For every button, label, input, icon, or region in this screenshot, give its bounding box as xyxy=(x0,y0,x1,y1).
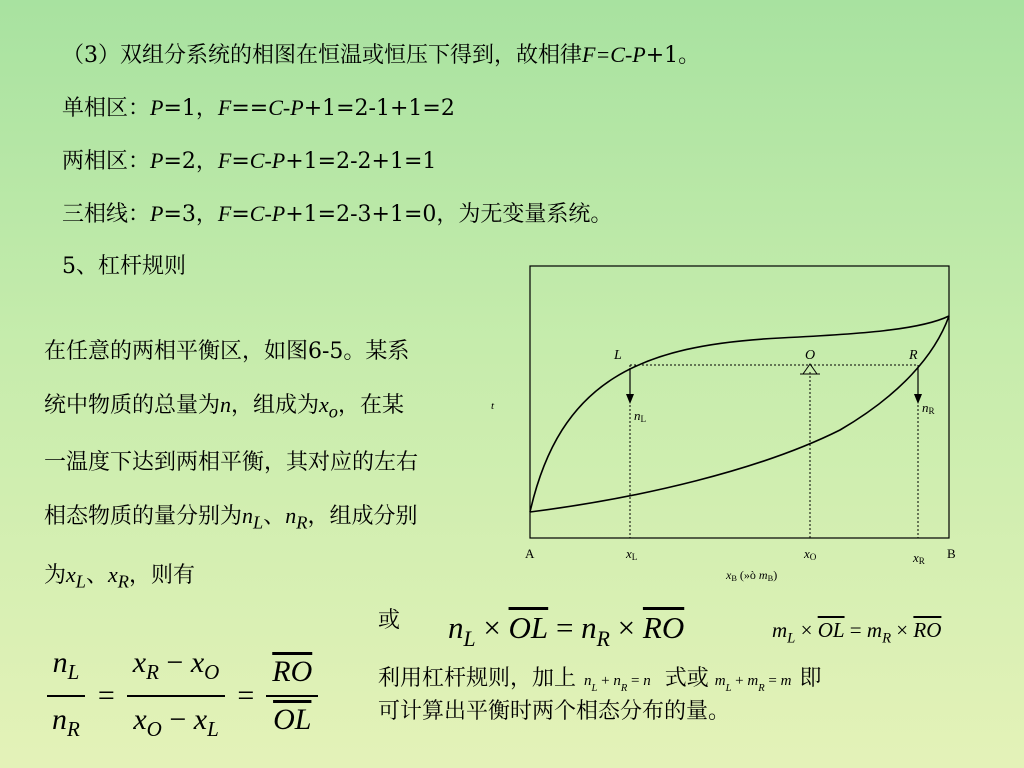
tick-xL-sub: L xyxy=(631,552,638,562)
note-text-c: 即 xyxy=(799,666,822,691)
para-text-5: ，则有 xyxy=(128,562,195,588)
ratio-n-den xyxy=(46,697,86,746)
nR-label-sub: R xyxy=(928,406,935,416)
note-mplus: + xyxy=(731,673,748,689)
line4-label: 三相线： xyxy=(62,202,151,227)
note-eq: = xyxy=(627,673,644,689)
line2-label: 单相区： xyxy=(62,96,151,121)
ratio-nL-sub: L xyxy=(67,659,80,684)
x-axis-label xyxy=(726,568,777,583)
eq-nR-sub: R xyxy=(596,627,610,651)
lever-equation-mass xyxy=(772,616,941,653)
line4-eq1: =3， xyxy=(163,202,218,227)
ratio-seg-den xyxy=(267,697,317,737)
nL-label-sub: L xyxy=(640,414,647,424)
para-x: x xyxy=(319,391,329,417)
ratio-xR-sub: R xyxy=(146,659,159,684)
eqm-mR-sub: R xyxy=(882,630,892,647)
note-text-a: 利用杠杆规则，加上 xyxy=(378,666,577,691)
ratio-xO: x xyxy=(190,646,205,679)
line3-P: P xyxy=(150,148,164,173)
eqm-mL-sub: L xyxy=(787,630,796,647)
eq-OL: $\overline{OL}$ xyxy=(508,610,549,645)
line4-F: F xyxy=(217,201,232,226)
x-axis-xB-sub: B xyxy=(731,573,737,583)
para-xR-sub: R xyxy=(117,571,129,592)
line4-eq2: = xyxy=(231,202,250,227)
ratio-xL-sub: L xyxy=(207,716,219,741)
tick-xL xyxy=(626,546,637,562)
eqm-RO: $\overline{RO}$ xyxy=(913,618,942,642)
x-axis-left-A: A xyxy=(525,546,535,561)
x-axis-mB: m xyxy=(758,568,768,582)
ratio-xO2-sub: O xyxy=(146,716,162,741)
tick-xL-main: x xyxy=(626,546,632,561)
nL-label xyxy=(634,408,646,424)
lower-phase-curve xyxy=(530,316,949,512)
line4-rest: +1=2-3+1=0，为无变量系统。 xyxy=(285,202,613,227)
ratio-nR-sub: R xyxy=(67,716,80,741)
note-mR: m xyxy=(747,673,759,689)
para-text-4: ，组成分别为 xyxy=(44,503,418,588)
eqm-OL: $\overline{OL}$ xyxy=(817,618,845,642)
note-text-b: 式或 xyxy=(664,666,709,691)
para-nL-sub: L xyxy=(253,512,264,533)
x-axis-mB-sub: B xyxy=(767,573,774,583)
note-mR-sub: R xyxy=(758,683,765,694)
ratio-xL: x xyxy=(193,702,208,736)
para-xL: x xyxy=(66,561,76,587)
note-sum-n xyxy=(576,673,665,694)
x-axis-right-B: B xyxy=(947,546,956,561)
line3-eq2: = xyxy=(231,149,250,174)
point-O-label: O xyxy=(805,348,816,363)
note-line-2: 可计算出平衡时两个相态分布的量。 xyxy=(378,699,731,724)
note-nL-sub: L xyxy=(591,683,598,694)
para-text-1: 在任意的两相平衡区，如图6-5。某系统中物质的总量为 xyxy=(44,339,410,418)
point-R-label: R xyxy=(909,348,918,363)
note-m: m xyxy=(780,673,792,689)
section-title-lever-rule: 5、杠杆规则 xyxy=(62,254,186,279)
ratio-n-fraction xyxy=(46,646,86,746)
note-nR: n xyxy=(613,673,621,689)
or-label: 或 xyxy=(378,608,401,633)
para-text-3: ，在某一温度下达到两相平衡，其对应的左右相态物质的量分别为 xyxy=(44,392,419,529)
para-sep2: 、 xyxy=(85,562,108,588)
eqm-times2: × xyxy=(891,618,914,642)
x-axis-close: ) xyxy=(773,568,778,582)
line2-P: P xyxy=(150,95,164,120)
point-L-label: L xyxy=(614,348,622,363)
upper-phase-curve xyxy=(530,316,949,512)
ratio-equals-2: = xyxy=(237,678,255,712)
eq-times1: × xyxy=(475,610,509,645)
nL-arrow-head xyxy=(626,394,634,404)
eqm-mR: m xyxy=(866,618,883,642)
ratio-seg-num xyxy=(266,655,318,697)
note-nL: n xyxy=(584,673,592,689)
eq-times2: × xyxy=(609,610,643,645)
ratio-equals-1: = xyxy=(97,678,115,712)
para-x-sub: o xyxy=(328,400,338,421)
note-n: n xyxy=(643,673,651,689)
tick-xR-main: x xyxy=(913,550,919,565)
note-mL: m xyxy=(714,673,726,689)
tick-xO xyxy=(804,546,816,562)
ratio-OL: OL xyxy=(273,702,312,736)
nR-label-main: n xyxy=(922,400,929,415)
eq-RO: $\overline{RO}$ xyxy=(642,610,685,645)
ratio-segment-fraction xyxy=(266,655,318,737)
eqm-times1: × xyxy=(795,618,818,642)
ratio-minus-1: − xyxy=(158,646,191,679)
ratio-minus-2: − xyxy=(161,702,194,736)
line1-text: （3）双组分系统的相图在恒温或恒压下得到，故相律 xyxy=(62,43,582,68)
ratio-x-den xyxy=(127,697,224,746)
line2-CP: C-P xyxy=(268,95,304,120)
line1-end: +1。 xyxy=(645,43,701,68)
line4-CP: C-P xyxy=(249,201,286,226)
x-axis-paren: (»ò xyxy=(736,568,759,582)
tick-xR-sub: R xyxy=(918,556,925,566)
tick-xO-sub: O xyxy=(809,552,817,562)
ratio-x-num xyxy=(127,646,226,697)
para-n: n xyxy=(220,391,232,417)
line2-F: F xyxy=(217,95,232,120)
eq-nL-sub: L xyxy=(463,627,476,651)
line1-formula: F=C-P xyxy=(582,42,646,67)
note-meq: = xyxy=(764,673,781,689)
note-sum-m xyxy=(709,673,800,694)
line3-F: F xyxy=(217,148,232,173)
ratio-nR: n xyxy=(52,702,67,736)
para-sep1: 、 xyxy=(263,503,286,529)
lever-equation-moles xyxy=(448,608,684,659)
eq-nL: n xyxy=(448,610,464,645)
x-axis-xB: x xyxy=(726,568,732,582)
tick-xR xyxy=(913,550,925,566)
lever-ratio-equation xyxy=(46,646,318,746)
ratio-RO: $\overline{RO}$ xyxy=(272,654,313,688)
ratio-nL: n xyxy=(52,646,68,679)
eq-nR: n xyxy=(581,610,597,645)
line2-eq2: == xyxy=(231,96,269,121)
nR-label xyxy=(922,400,935,416)
ratio-x-fraction xyxy=(127,646,226,746)
nL-label-main: n xyxy=(634,408,641,423)
ratio-xO2: x xyxy=(133,702,147,736)
para-nR: n xyxy=(285,502,297,528)
eqm-mL: m xyxy=(772,618,788,642)
note-plus: + xyxy=(597,673,614,689)
line2-rest: +1=2-1+1=2 xyxy=(303,96,455,121)
note-nR-sub: R xyxy=(620,683,628,694)
ratio-n-num xyxy=(47,646,86,697)
eqm-equals: = xyxy=(844,618,867,642)
line3-label: 两相区： xyxy=(62,149,151,174)
ratio-xO-sub: O xyxy=(204,659,220,684)
eq-equals: = xyxy=(548,610,582,645)
para-xR: x xyxy=(108,561,118,587)
para-nR-sub: R xyxy=(296,512,308,533)
para-text-2: ，组成为 xyxy=(231,392,320,418)
line3-rest: +1=2-2+1=1 xyxy=(285,149,437,174)
line2-eq1: =1， xyxy=(163,96,218,121)
nR-arrow-head xyxy=(914,394,922,404)
line3-eq1: =2， xyxy=(163,149,218,174)
para-nL: n xyxy=(242,502,254,528)
note-mL-sub: L xyxy=(725,683,732,694)
diagram-frame xyxy=(530,266,949,538)
y-axis-label: t xyxy=(491,400,495,412)
tick-xO-main: x xyxy=(804,546,810,561)
ratio-xR: x xyxy=(132,646,147,679)
line3-CP: C-P xyxy=(249,148,286,173)
line4-P: P xyxy=(150,201,164,226)
para-xL-sub: L xyxy=(75,571,86,592)
